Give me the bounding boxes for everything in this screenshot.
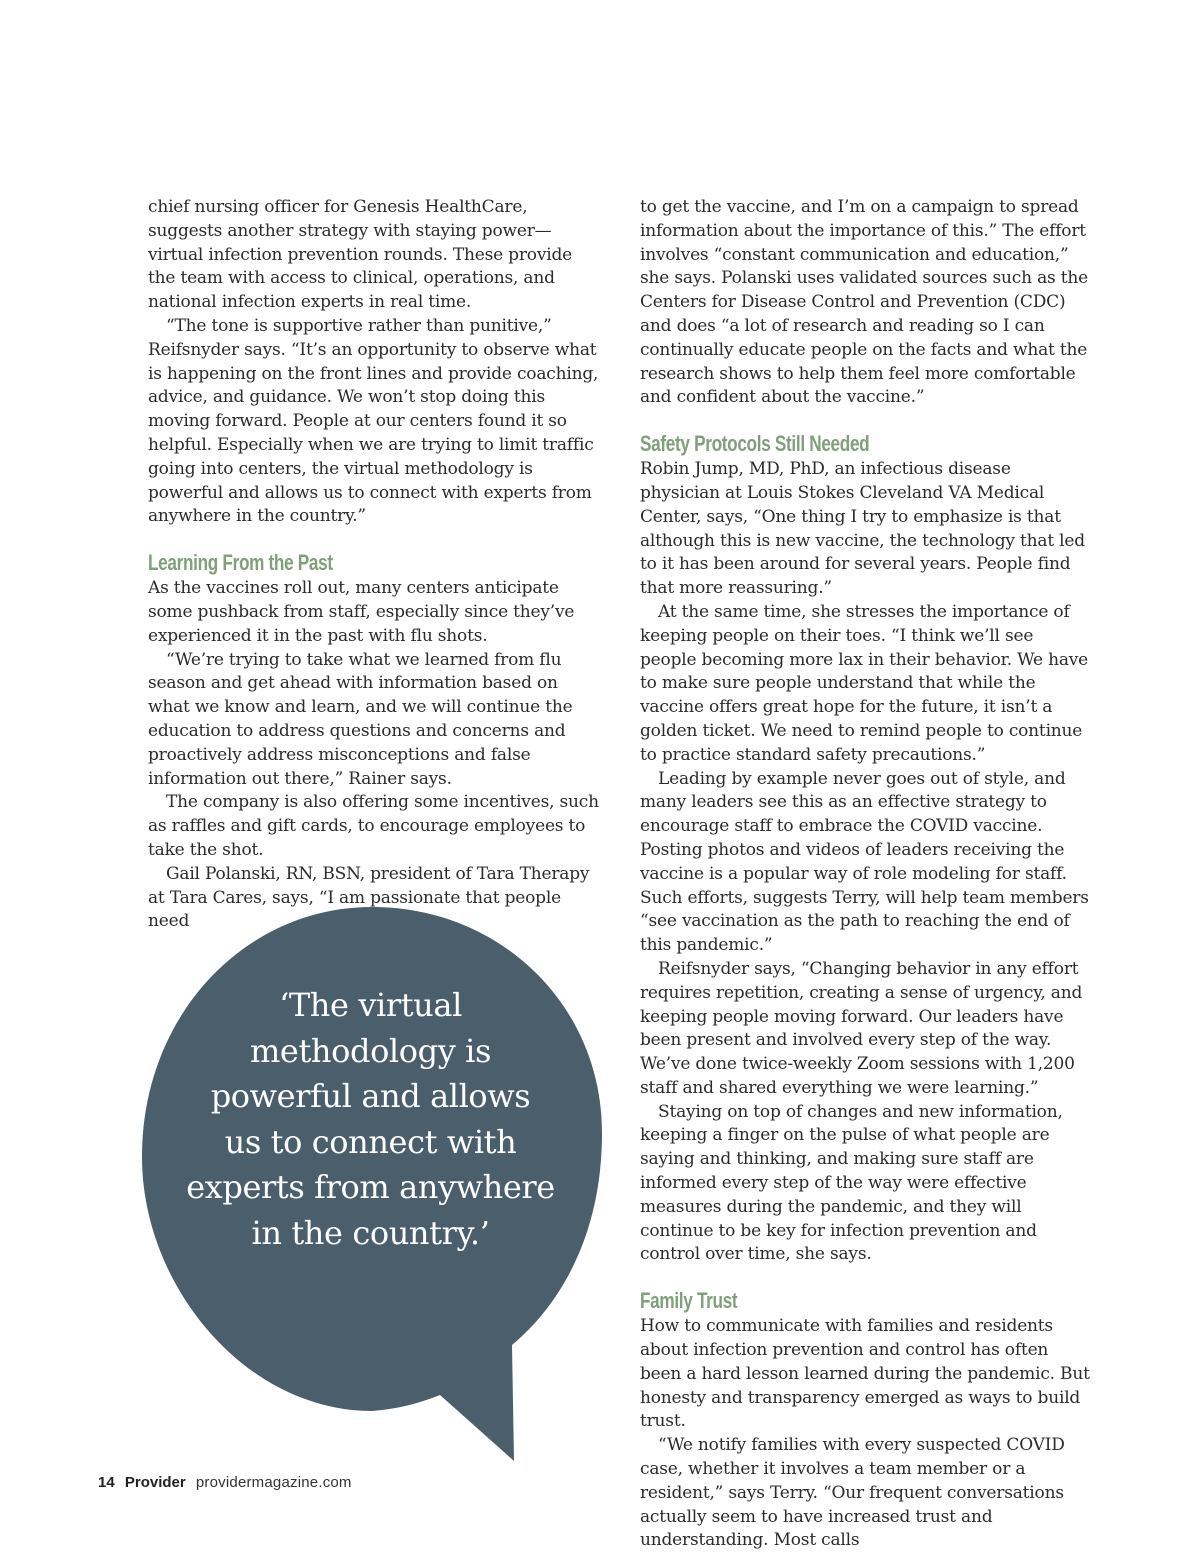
- body-paragraph: “We notify families with every suspected COVID case, whether it involves a team member or a resident,” says Terry. “Our frequent conversations actually seem to have increased trust and understanding. Most calls: [640, 1435, 1065, 1551]
- pull-quote-line: in the country.’: [251, 1213, 490, 1252]
- body-paragraph: Staying on top of changes and new information, keeping a finger on the pulse of what people are saying and thinking, and making sure staff are informed every step of the way were effective measures during the pandemic, and they will continue to be key for infection prevention and control over time, she says.: [640, 1101, 1063, 1265]
- right-column: [640, 196, 1092, 1553]
- body-paragraph: “The tone is supportive rather than punitive,” Reifsnyder says. “It’s an opportunity to observe what is happening on the front lines and provide coaching, advice, and guidance. We won’t stop doing this moving forward. People at our centers found it so helpful. Especially when we are trying to limit traffic going into centers, the virtual methodology is powerful and allows us to connect with experts from anywhere in the country.”: [148, 315, 599, 527]
- pull-quote-line: experts from anywhere: [186, 1168, 555, 1206]
- body-paragraph: Reifsnyder says, “Changing behavior in any effort requires repetition, creating a sense of urgency, and keeping people moving forward. Our leaders have been present and involved every step of the way. We’ve done twice-weekly Zoom sessions with 1,200 staff and shared everything we were learning.”: [640, 958, 1083, 1098]
- body-paragraph: “We’re trying to take what we learned from flu season and get ahead with information based on what we know and learn, and we will continue the education to address questions and concerns and proactively address misconceptions and false information out there,” Rainer says.: [148, 649, 573, 789]
- section-heading-learning-from-the-past: Learning From the Past: [148, 550, 333, 576]
- pull-quote: [178, 983, 563, 1256]
- website-link[interactable]: providermagazine.com: [195, 1474, 352, 1491]
- body-paragraph: Robin Jump, MD, PhD, an infectious disease physician at Louis Stokes Cleveland VA Medical Center, says, “One thing I try to emphasize is that although this is new vaccine, the technology that led to it has been around for several years. People find that more reassuring.”: [640, 459, 1085, 599]
- pull-quote-line: us to connect with: [224, 1122, 517, 1161]
- left-column: [148, 196, 603, 934]
- body-paragraph: Leading by example never goes out of style, and many leaders see this as an effective strategy to encourage staff to embrace the COVID vaccine. Posting photos and videos of leaders receiving the vaccine is a popular way of role modeling for staff. Such efforts, suggests Terry, will help team members “see vaccination as the path to reaching the end of this pandemic.”: [640, 768, 1089, 956]
- body-paragraph: Gail Polanski, RN, BSN, president of Tara Therapy at Tara Cares, says, “I am passionate that people need: [148, 863, 590, 932]
- body-paragraph: How to communicate with families and residents about infection prevention and control has often been a hard lesson learned during the pandemic. But honesty and transparency emerged as ways to build trust.: [640, 1316, 1090, 1432]
- section-heading-family-trust: Family Trust: [640, 1288, 738, 1314]
- pull-quote-line: powerful and allows: [210, 1077, 531, 1115]
- body-paragraph: As the vaccines roll out, many centers anticipate some pushback from staff, especially since they’ve experienced it in the past with flu shots.: [148, 578, 575, 646]
- body-paragraph: chief nursing officer for Genesis HealthCare, suggests another strategy with staying power—virtual infection prevention rounds. These provide the team with access to clinical, operations, and national infection experts in real time.: [148, 197, 573, 313]
- body-paragraph: to get the vaccine, and I’m on a campaign to spread information about the importance of this.” The effort involves “constant communication and education,” she says. Polanski uses validated sources such as the Centers for Disease Control and Prevention (CDC) and does “a lot of research and reading so I can continually educate people on the facts and what the research shows to help them feel more comfortable and confident about the vaccine.”: [640, 197, 1088, 408]
- section-heading-safety-protocols: Safety Protocols Still Needed: [640, 431, 870, 457]
- body-paragraph: At the same time, she stresses the importance of keeping people on their toes. “I think we’ll see people becoming more lax in their behavior. We have to make sure people understand that while the vaccine offers great hope for the future, it isn’t a golden ticket. We need to remind people to continue to practice standard safety precautions.”: [640, 601, 1089, 765]
- pull-quote-line: ‘The virtual: [279, 986, 462, 1024]
- page-number: 14: [98, 1474, 115, 1491]
- body-paragraph: The company is also offering some incentives, such as raffles and gift cards, to encourage employees to take the shot.: [148, 792, 599, 860]
- magazine-name: Provider: [124, 1474, 186, 1491]
- page-footer: [98, 1474, 352, 1491]
- pull-quote-line: methodology is: [249, 1031, 492, 1070]
